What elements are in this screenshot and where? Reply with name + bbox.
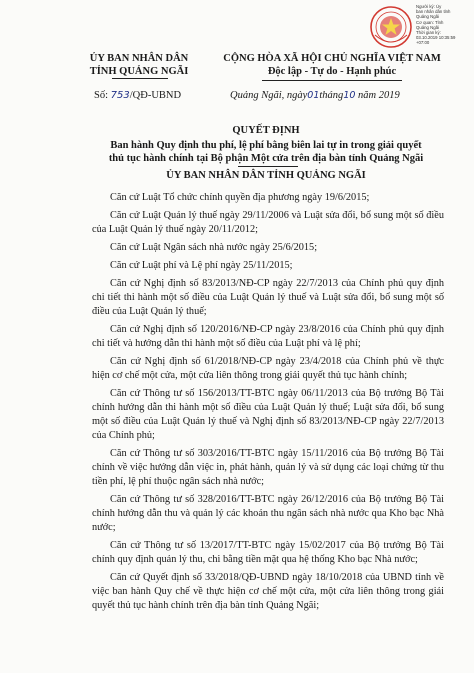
signature-line: +07:00 <box>416 40 430 46</box>
state-seal-icon <box>368 5 414 49</box>
legal-basis-paragraph: Căn cứ Thông tư số 328/2016/TT-BTC ngày 26/12/2016 của Bộ trưởng Bộ Tài chính hướng dẫn thu và quản lý các khoản thu ngân sách nhà nước qua Kho bạc Nhà nước; <box>92 493 444 533</box>
doc-number-prefix: Số: <box>94 90 109 101</box>
signature-line: Thời gian ký: <box>416 30 441 36</box>
legal-basis-paragraph: Căn cứ Luật Quản lý thuế ngày 29/11/2006 và Luật sửa đổi, bổ sung một số điều của Luật Quản lý thuế ngày 20/11/2012; <box>92 210 444 235</box>
doc-number-suffix: /QĐ-UBND <box>129 90 182 101</box>
agency-line: ỦY BAN NHÂN DÂN <box>89 53 189 64</box>
legal-basis-paragraph: Căn cứ Nghị định số 61/2018/NĐ-CP ngày 23/4/2018 của Chính phủ về thực hiện cơ chế một cửa, một cửa liên thông trong giải quyết thủ tục hành chính; <box>92 356 444 382</box>
legal-basis-paragraph: Căn cứ Quyết định số 33/2018/QĐ-UBND ngày 18/10/2018 của UBND tỉnh về việc ban hành Quy chế về thực hiện cơ chế một cửa, một cửa liên thông trong giải quyết thủ tục hành chính trên địa bàn tỉnh Quảng Ngãi; <box>92 571 444 611</box>
document-title: QUYẾT ĐỊNH <box>232 125 300 136</box>
legal-basis-paragraph: Căn cứ Luật Ngân sách nhà nước ngày 25/6/2015; <box>110 242 318 254</box>
month-handwritten: 10 <box>343 90 356 101</box>
subject-line: Ban hành Quy định thu phí, lệ phí bằng biên lai tự in trong giải quyết <box>110 140 422 151</box>
legal-basis-paragraph: Căn cứ Nghị định số 83/2013/NĐ-CP ngày 22/7/2013 của Chính phủ quy định chi tiết thi hành một số điều của Luật Quản lý thuế và Luật sửa đổi, bổ sung một số điều của Luật Quản lý thuế; <box>92 278 444 318</box>
document-body <box>92 191 444 617</box>
agency-underline <box>112 78 168 79</box>
place-and-date <box>230 90 400 101</box>
document-number <box>94 90 181 101</box>
doc-number-handwritten: 753 <box>110 90 130 101</box>
motto: Độc lập - Tự do - Hạnh phúc <box>267 66 397 77</box>
digital-signature-info <box>416 4 474 46</box>
year-text: năm 2019 <box>358 90 400 101</box>
signature-line: ban nhân dân tỉnh <box>416 9 451 15</box>
signature-line: 03.10.2019 10:35:59 <box>416 35 456 41</box>
place-prefix: Quảng Ngãi, ngày <box>230 90 308 101</box>
signature-line: Người ký: Ủy <box>416 4 442 9</box>
signature-line: Quảng Ngãi <box>416 24 439 30</box>
signature-line: Cơ quan: Tỉnh <box>416 19 444 25</box>
legal-basis-paragraph: Căn cứ Luật Tổ chức chính quyền địa phương ngày 19/6/2015; <box>110 192 370 203</box>
issuing-authority: ỦY BAN NHÂN DÂN TỈNH QUẢNG NGÃI <box>166 170 366 181</box>
national-motto <box>206 52 458 78</box>
month-label: tháng <box>319 90 344 101</box>
subject-underline <box>238 166 298 167</box>
motto-underline <box>262 80 402 81</box>
issuing-agency <box>84 52 194 78</box>
legal-basis-paragraph: Căn cứ Thông tư số 303/2016/TT-BTC ngày 15/11/2016 của Bộ trưởng Bộ Tài chính về việc hướng dẫn việc in, phát hành, quản lý và sử dụng các loại chứng từ thu tiền phí, lệ phí thuộc ngân sách nhà nước; <box>92 448 444 487</box>
day-handwritten: 01 <box>307 90 320 101</box>
document-subject <box>80 139 452 165</box>
legal-basis-paragraph: Căn cứ Luật phí và Lệ phí ngày 25/11/2015; <box>110 260 293 272</box>
agency-line: TỈNH QUẢNG NGÃI <box>89 66 189 77</box>
subject-line: thủ tục hành chính tại Bộ phận Một cửa trên địa bàn tỉnh Quảng Ngãi <box>108 153 424 164</box>
legal-basis-paragraph: Căn cứ Thông tư số 13/2017/TT-BTC ngày 15/02/2017 của Bộ trưởng Bộ Tài chính quy định quản lý thu, chi bằng tiền mặt qua hệ thống Kho bạc Nhà nước; <box>92 539 444 565</box>
legal-basis-paragraph: Căn cứ Nghị định số 120/2016/NĐ-CP ngày 23/8/2016 của Chính phủ quy định chi tiết và hướng dẫn thi hành một số điều của Luật phí và lệ phí; <box>92 324 444 350</box>
legal-basis-paragraph: Căn cứ Thông tư số 156/2013/TT-BTC ngày 06/11/2013 của Bộ trưởng Bộ Tài chính hướng dẫn thi hành một số điều của Luật Quản lý thuế; Luật sửa đổi, bổ sung một số điều của Luật Quản lý thuế và Nghị định số 83/2013/NĐ-CP ngày 22/7/2013 của Chính phủ; <box>92 388 444 441</box>
signature-line: Quảng Ngãi <box>416 14 439 20</box>
country-name: CỘNG HÒA XÃ HỘI CHỦ NGHĨA VIỆT NAM <box>223 53 441 64</box>
